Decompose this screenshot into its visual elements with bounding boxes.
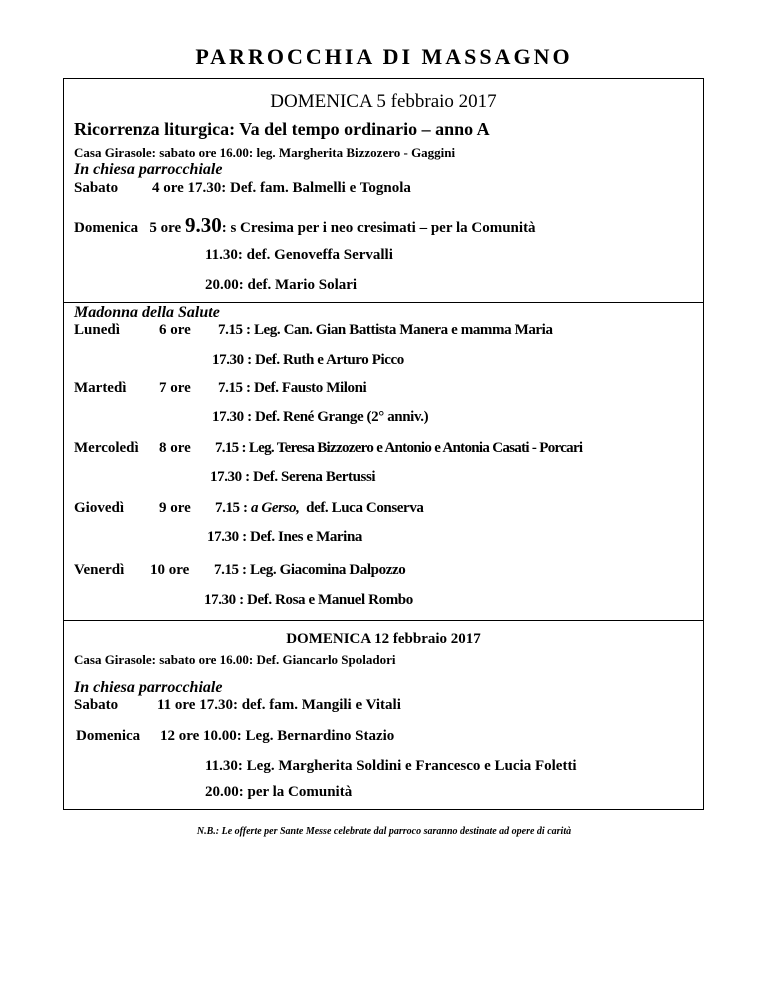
wednesday-date: 8 ore bbox=[159, 440, 191, 456]
sunday2-day: Domenica bbox=[76, 728, 141, 744]
wednesday-day: Mercoledì bbox=[74, 440, 139, 456]
saturday2-day: Sabato bbox=[74, 697, 119, 713]
weekday-section bbox=[63, 302, 704, 621]
wednesday-mass-1: 7.15 : Leg. Teresa Bizzozero e Antonio e Antonia Casati - Porcari bbox=[215, 440, 583, 456]
wednesday-mass-2: 17.30 : Def. Serena Bertussi bbox=[210, 469, 376, 485]
thursday-place: a Gerso, bbox=[250, 500, 300, 516]
sunday-12-feb-section bbox=[63, 620, 704, 810]
sunday-5-feb-section bbox=[63, 78, 704, 303]
sunday-date: 5 ore bbox=[149, 220, 182, 236]
sunday-day: Domenica bbox=[74, 220, 139, 236]
friday-mass-2: 17.30 : Def. Rosa e Manuel Rombo bbox=[204, 592, 413, 608]
location-label: Madonna della Salute bbox=[74, 304, 220, 321]
tuesday-day: Martedì bbox=[74, 380, 127, 396]
casa-girasole-note: Casa Girasole: sabato ore 16.00: leg. Margherita Bizzozero - Gaggini bbox=[74, 145, 456, 160]
sunday2-mass-2: 11.30: Leg. Margherita Soldini e Francesco e Lucia Foletti bbox=[205, 758, 577, 774]
friday-mass-1: 7.15 : Leg. Giacomina Dalpozzo bbox=[214, 562, 406, 578]
tuesday-mass-1: 7.15 : Def. Fausto Miloni bbox=[218, 380, 367, 396]
sunday2-mass-3: 20.00: per la Comunità bbox=[205, 784, 353, 800]
sunday-time: 9.30 bbox=[184, 213, 222, 237]
monday-mass-2: 17.30 : Def. Ruth e Arturo Picco bbox=[212, 352, 404, 368]
sunday2-mass: 12 ore 10.00: Leg. Bernardino Stazio bbox=[160, 728, 395, 744]
sunday-mass-3: 20.00: def. Mario Solari bbox=[205, 277, 358, 293]
sunday2-heading: DOMENICA 12 febbraio 2017 bbox=[286, 631, 481, 647]
monday-day: Lunedì bbox=[74, 322, 120, 338]
monday-mass-1: 7.15 : Leg. Can. Gian Battista Manera e mamma Maria bbox=[218, 322, 553, 338]
sunday-row bbox=[74, 213, 536, 238]
footer-note: N.B.: Le offerte per Sante Messe celebrate dal parroco saranno destinate ad opere di carità bbox=[196, 826, 572, 837]
church-label: In chiesa parrocchiale bbox=[74, 161, 223, 178]
sunday-mass: : s Cresima per i neo cresimati – per la Comunità bbox=[221, 220, 536, 236]
saturday-mass: 4 ore 17.30: Def. fam. Balmelli e Tognola bbox=[152, 180, 411, 196]
sunday1-heading: DOMENICA 5 febbraio 2017 bbox=[270, 91, 497, 112]
liturgical-occurrence: Ricorrenza liturgica: Va del tempo ordinario – anno A bbox=[74, 119, 490, 139]
page-title: PARROCCHIA DI MASSAGNO bbox=[195, 44, 573, 69]
sunday-mass-2: 11.30: def. Genoveffa Servalli bbox=[205, 247, 393, 263]
friday-date: 10 ore bbox=[150, 562, 190, 578]
saturday2-mass: 11 ore 17.30: def. fam. Mangili e Vitali bbox=[157, 697, 401, 713]
thursday-time: 7.15 : bbox=[215, 500, 248, 516]
casa-girasole-note-2: Casa Girasole: sabato ore 16.00: Def. Giancarlo Spoladori bbox=[74, 652, 396, 667]
monday-date: 6 ore bbox=[159, 322, 191, 338]
thursday-day: Giovedì bbox=[74, 500, 125, 516]
thursday-mass-2: 17.30 : Def. Ines e Marina bbox=[207, 529, 362, 545]
tuesday-date: 7 ore bbox=[159, 380, 191, 396]
friday-day: Venerdì bbox=[74, 562, 125, 578]
thursday-date: 9 ore bbox=[159, 500, 191, 516]
tuesday-mass-2: 17.30 : Def. René Grange (2° anniv.) bbox=[212, 409, 429, 425]
thursday-mass-1 bbox=[215, 500, 424, 517]
thursday-intention: def. Luca Conserva bbox=[306, 500, 424, 516]
saturday-day: Sabato bbox=[74, 180, 119, 196]
church-label-2: In chiesa parrocchiale bbox=[74, 679, 223, 696]
